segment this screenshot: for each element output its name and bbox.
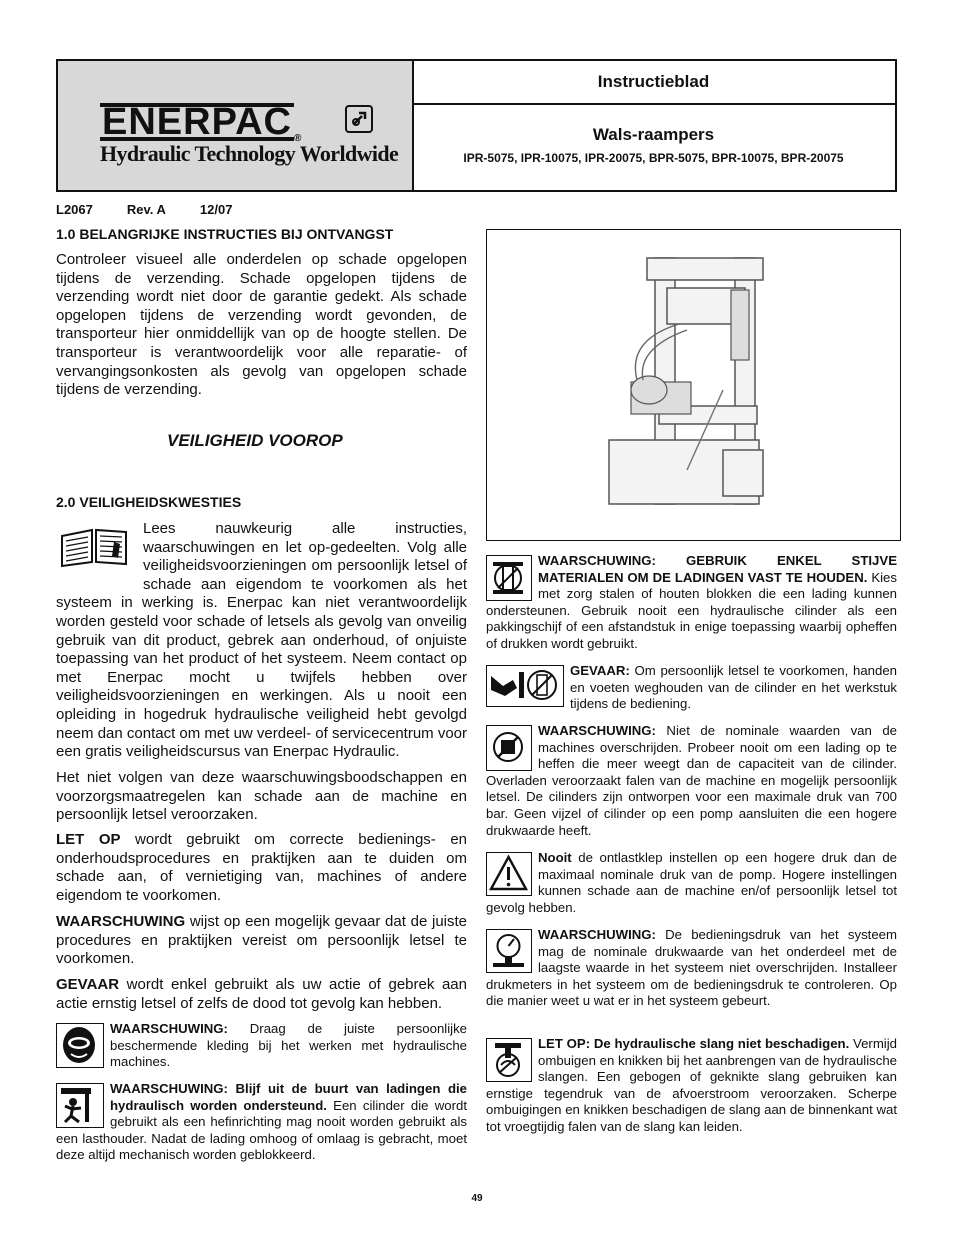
registered-mark: ® bbox=[294, 133, 303, 144]
press-photo bbox=[486, 229, 901, 541]
page-number: 49 bbox=[471, 1193, 483, 1204]
brand-wordmark: ENERPAC bbox=[102, 101, 292, 143]
doc-date: 12/07 bbox=[199, 202, 233, 217]
document-header bbox=[56, 59, 897, 192]
safety-banner: VEILIGHEID VOOROP bbox=[167, 431, 343, 450]
doc-reference bbox=[56, 202, 266, 217]
danger-keep-hands-clear: GEVAAR: Om persoonlijk letsel te voorkomen, handen en voeten weghouden van de cilinder en het werkstuk tijdens de bediening. bbox=[570, 663, 897, 712]
protective-gear-icon bbox=[56, 1023, 104, 1068]
enerpac-logo bbox=[58, 61, 414, 190]
brand-tagline: Hydraulic Technology Worldwide bbox=[100, 141, 399, 166]
section-2-warning-notice: Het niet volgen van deze waarschuwingsboodschappen en voorzorgsmaatregelen kan schade aan de machine en persoonlijk letsel veroorzaken. bbox=[56, 769, 467, 824]
warning-do-not-exceed-ratings: WAARSCHUWING: Niet de nominale waarden van de machines overschrijden. Probeer nooit om een lading op te heffen die meer weegt dan de capaciteit van de cilinder. Overladen veroorzaakt falen van de machine en mogelijk persoonlijk letsel. De cilinders zijn ontworpen voor een maximale druk van 700 bar. Geen vijzel of cilinder op een pomp aansluiten die een hogere drukwaarde heeft. bbox=[486, 723, 897, 838]
doc-revision: Rev. A bbox=[126, 202, 166, 217]
keep-hands-clear-icon bbox=[486, 665, 564, 707]
letop-definition: LET OP wordt gebruikt om correcte bedienings- en onderhoudsprocedures en praktijken aan te duiden om schade aan, of vernietiging van, machines of andere eigendom te voorkomen. bbox=[56, 831, 467, 904]
warning-operating-pressure: WAARSCHUWING: De bedieningsdruk van het systeem mag de nominale drukwaarde van het onderdeel met de laagste waarde in het systeem niet overschrijden. Installeer drukmeters in het systeem om de bedieningsdruk te controleren. Op die manier weet u wat er in het systeem gebeurt. bbox=[486, 927, 897, 1009]
product-models: IPR-5075, IPR-10075, IPR-20075, BPR-5075, BPR-10075, BPR-20075 bbox=[463, 151, 844, 165]
warning-relief-valve: Nooit de ontlastklep instellen op een hogere druk dan de maximaal nominale druk van de pomp. Hogere instellingen kunnen schade aan de machine en/of persoonlijk letsel tot gevolg hebben. bbox=[486, 850, 897, 915]
product-title: Wals-raampers bbox=[592, 125, 715, 144]
section-1-heading: 1.0 BELANGRIJKE INSTRUCTIES BIJ ONTVANGST bbox=[56, 226, 394, 242]
warning-rigid-materials: WAARSCHUWING: GEBRUIK ENKEL STIJVE MATERIALEN OM DE LADINGEN VAST TE HOUDEN. Kies met zorg stalen of houten blokken die een lading kunnen ondersteunen. Gebruik nooit een hydraulische cilinder als een pakkingschijf of een afstandstuk in enige toepassing waarbij opheffen of drukken wordt gebruikt. bbox=[486, 553, 897, 651]
warning-protective-clothing: WAARSCHUWING: Draag de juiste persoonlijke beschermende kleding bij het werken met hydraulische machines. bbox=[110, 1021, 467, 1070]
section-2-intro: Lees nauwkeurig alle instructies, waarschuwingen en let op-gedeelten. Volg alle veiligheidsvoorzieningen om persoonlijk letsel of schade aan eigendom te voorkomen als het systeem in werking is. Enerpac kan niet verantwoordelijk worden gesteld voor schade of letsels als gevolg van onveilig gebruik van dit product, gebrek aan onderhoud, of onjuiste toepassing van het product of het systeem. Neem contact op met Enerpac mocht u twijfels hebben over veiligheidsvoorzieningen en werkingen. Als u nooit een opleiding in hogedruk hydraulische veiligheid hebt gevolgd neem dan contact om met uw verdeel- of servicecentrum voor een gratis veiligheidscursus van Enerpac Hydraulic. bbox=[56, 520, 468, 761]
doc-type: Instructieblad bbox=[412, 61, 895, 105]
warning-definition: WAARSCHUWING wijst op een mogelijk gevaar dat de juiste procedures en praktijken vereist om persoonlijk letsel te voorkomen. bbox=[56, 913, 467, 968]
doc-number: L2067 bbox=[56, 202, 93, 217]
letop-hydraulic-hose: LET OP: De hydraulische slang niet beschadigen. Vermijd ombuigen en knikken bij het aanbrengen van de hydraulische slangen. Een gebogen of geknikte slang gebruiken kan ernstige tegendruk van de afvoerstroom veroorzaken. Scherpe ombuigingen en knikken beschadigen de slang aan de binnenkant wat tot vroegtijdig falen van de slang kan leiden. bbox=[486, 1036, 897, 1134]
section-1-text: Controleer visueel alle onderdelen op schade opgelopen tijdens de verzending. Schade opgelopen tijdens de verzending wordt niet door de garantie gedekt. Als schade opgelopen tijdens de verzending wordt gevonden, de transporteur hier onmiddellijk van op de hoogte stellen. De transporteur is verantwoordelijk voor alle reparatie- of vervangingsonkosten als gevolg van opgelopen schade tijdens de verzending. bbox=[56, 251, 467, 399]
section-2-heading: 2.0 VEILIGHEIDSKWESTIES bbox=[56, 494, 242, 510]
brand-mark-icon bbox=[345, 105, 373, 133]
danger-definition: GEVAAR wordt enkel gebruikt als uw actie of gebrek aan actie ernstig letsel of zelfs de dood tot gevolg kan hebben. bbox=[56, 976, 467, 1012]
warning-stay-clear: WAARSCHUWING: Blijf uit de buurt van ladingen die hydraulisch worden ondersteund. Een cilinder die wordt gebruikt als een hefinrichting mag nooit worden gebruikt als een lasthouder. Nadat de lading omhoog of omlaag is gebracht, moet deze altijd mechanisch worden geblokkeerd. bbox=[56, 1081, 467, 1163]
